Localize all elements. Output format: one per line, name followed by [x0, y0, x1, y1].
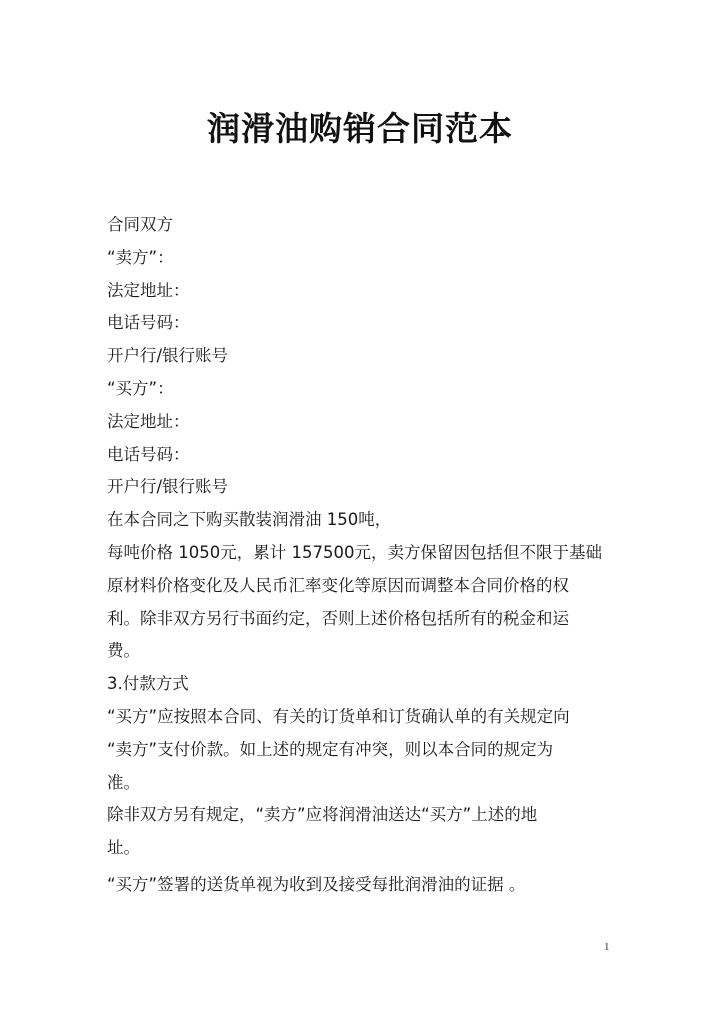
buyer-bank-account: 开户行/银行账号: [107, 477, 229, 497]
payment-paragraph-line: “买方”应按照本合同、有关的订货单和订货确认单的有关规定向: [107, 706, 570, 726]
document-title: 润滑油购销合同范本: [207, 109, 513, 148]
delivery-paragraph-line: 址。: [107, 838, 140, 858]
document-body: [107, 209, 607, 902]
seller-address: 法定地址：: [107, 280, 190, 300]
buyer-address: 法定地址：: [107, 411, 190, 431]
price-paragraph-line: 费。: [107, 641, 140, 661]
price-paragraph-line: 每吨价格 1050元，累计 157500元，卖方保留因包括但不限于基础: [107, 542, 602, 562]
buyer-phone: 电话号码：: [107, 444, 190, 464]
page-number: 1: [604, 941, 610, 953]
delivery-evidence-line: “买方”签署的送货单视为收到及接受每批润滑油的证据 。: [107, 874, 526, 894]
payment-paragraph-line: “卖方”支付价款。如上述的规定有冲突，则以本合同的规定为: [107, 739, 554, 759]
delivery-paragraph-line: 除非双方另有规定，“卖方”应将润滑油送达“买方”上述的地: [107, 805, 538, 825]
section-heading-payment: 3.付款方式: [107, 674, 189, 694]
price-paragraph-line: 利。除非双方另行书面约定，否则上述价格包括所有的税金和运: [107, 608, 569, 628]
seller-phone: 电话号码：: [107, 313, 190, 333]
payment-paragraph-line: 准。: [107, 772, 140, 792]
buyer-label: “买方”：: [107, 378, 174, 398]
price-paragraph-line: 原材料价格变化及人民币汇率变化等原因而调整本合同价格的权: [107, 575, 569, 595]
seller-bank-account: 开户行/银行账号: [107, 346, 229, 366]
section-heading-parties: 合同双方: [107, 215, 173, 234]
purchase-quantity: 在本合同之下购买散装润滑油 150吨，: [107, 510, 392, 530]
seller-label: “卖方”：: [107, 247, 174, 267]
